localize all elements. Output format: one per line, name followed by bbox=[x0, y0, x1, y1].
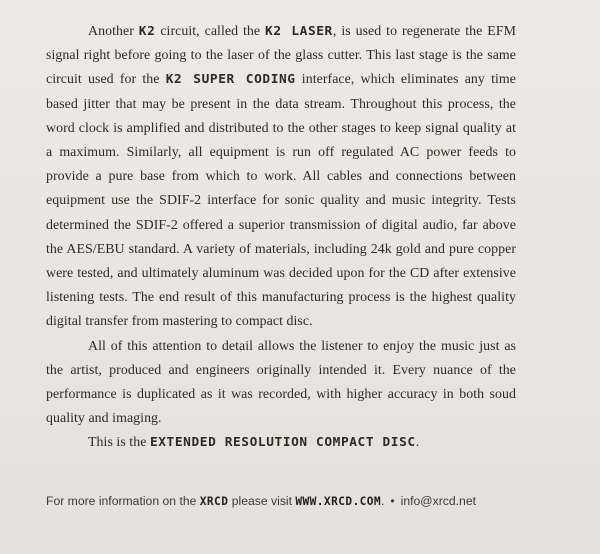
para1-text-4: interface, which eliminates any time based jitter that may be present in the data stream. Throughout this process, the word clock is amplified and distributed to the other stages to keep signal quality at a maximum. Similarly, all equipment is run off regulated AC power feeds to provide a pure base from which to work. All cables and connections between equipment use the SDIF-2 interface for sonic quality and music integrity. Tests determined the SDIF-2 offered a superior transmission of digital audio, far above the AES/EBU standard. A variety of materials, including 24k gold and pure copper were tested, and ultimately aluminum was decided upon for the CD after extensive listening tests. The end result of this manufacturing process is the highest quality digital transfer from mastering to compact disc. bbox=[46, 72, 516, 330]
para3-end: . bbox=[415, 435, 420, 451]
xrcd-label: XRCD bbox=[199, 495, 229, 508]
para2-text: All of this attention to detail allows the listener to enjoy the music just as the artist, produced and engineers originally intended it. Every nuance of the performance is duplicated as it was recorded, with higher accuracy in both soud quality and imaging. bbox=[46, 338, 516, 427]
k2-label: K2 bbox=[138, 24, 156, 39]
bullet-separator: • bbox=[390, 494, 395, 508]
k2-laser-label: K2 LASER bbox=[265, 24, 333, 39]
paragraph-k2-process bbox=[46, 20, 516, 335]
footer-contact bbox=[46, 494, 526, 508]
para1-text-3: , is used to regenerate the EFM signal right before going to the laser of the glass cutter. This last stage is the same circuit used for the bbox=[46, 24, 517, 88]
para3-lead: This is the bbox=[88, 435, 150, 451]
paragraph-xrcd-statement bbox=[46, 431, 516, 455]
para1-text-1: Another bbox=[88, 24, 139, 39]
email-link[interactable]: info@xrcd.net bbox=[400, 494, 476, 508]
website-link[interactable]: WWW.XRCD.COM bbox=[295, 495, 382, 508]
paragraph-attention-to-detail bbox=[46, 335, 516, 432]
footer-lead: For more information on the bbox=[46, 494, 200, 508]
footer-mid: please visit bbox=[228, 494, 296, 508]
extended-resolution-title: EXTENDED RESOLUTION COMPACT DISC bbox=[149, 435, 416, 451]
body-text bbox=[46, 20, 516, 456]
footer-period: . bbox=[381, 494, 385, 508]
k2-super-coding-label: K2 SUPER CODING bbox=[165, 72, 296, 88]
para1-text-2: circuit, called the bbox=[155, 24, 266, 39]
